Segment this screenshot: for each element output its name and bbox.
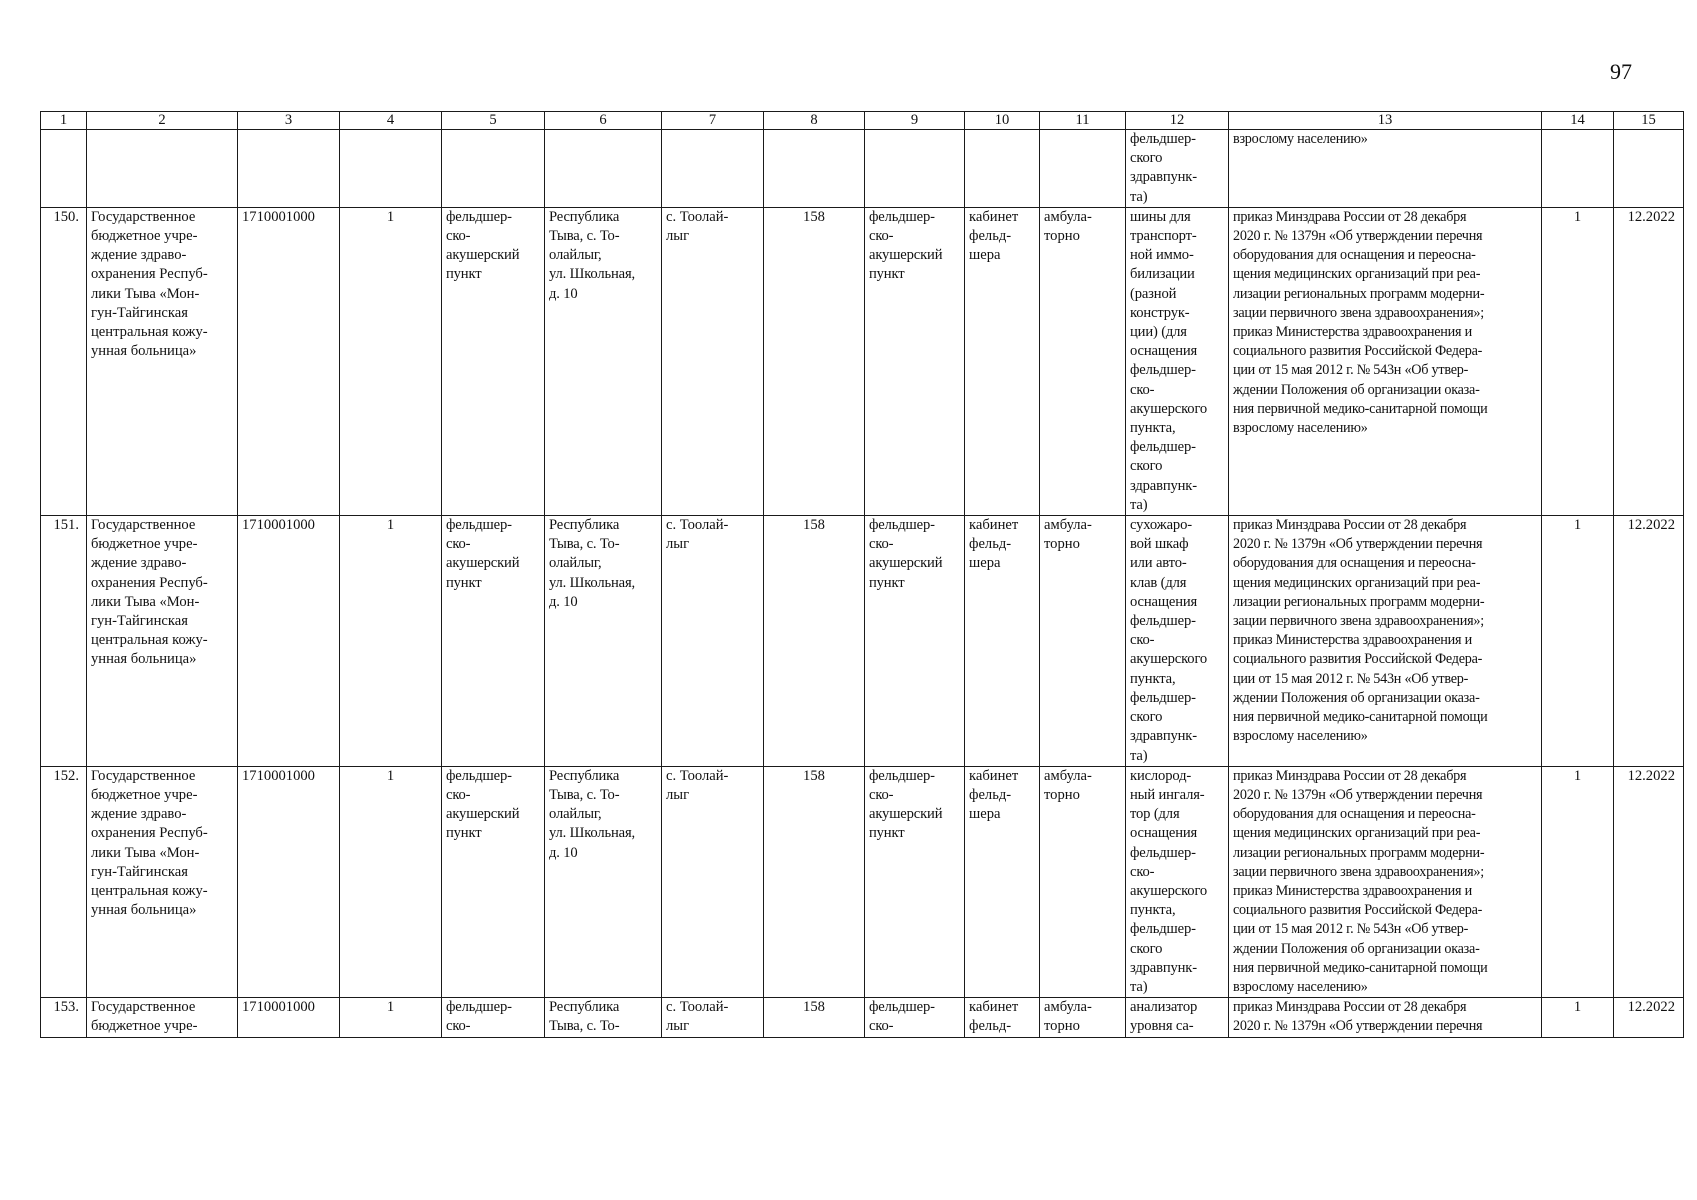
equipment-table [40,111,1684,1038]
column-number: 7 [662,112,764,130]
equipment-name-cell: анализатор уровня са- [1126,998,1229,1037]
empty-cell [1614,130,1684,208]
column-number: 13 [1229,112,1542,130]
population-cell: 158 [764,516,865,767]
deadline-cell: 12.2022 [1614,207,1684,515]
continuation-row [41,130,1684,208]
empty-cell [865,130,965,208]
oktmo-code-cell: 1710001000 [238,207,340,515]
page-number: 97 [1610,59,1632,84]
room-cell: кабинет фельд- шера [965,207,1040,515]
organization-cell: Государственное бюджетное учре- ждение здраво- охранения Респуб- лики Тыва «Мон- гун-Тайгинская центральная кожу- унная больница» [87,516,238,767]
structural-unit-cell: фельдшер- ско- [865,998,965,1037]
table-row [41,998,1684,1037]
column-number: 9 [865,112,965,130]
column-number: 10 [965,112,1040,130]
structural-unit-cell: фельдшер- ско- акушерский пункт [865,766,965,997]
column-number: 2 [87,112,238,130]
room-cell: кабинет фельд- шера [965,766,1040,997]
room-cell: кабинет фельд- шера [965,516,1040,767]
column-number: 5 [442,112,545,130]
population-cell: 158 [764,207,865,515]
column-number: 11 [1040,112,1126,130]
organization-cell: Государственное бюджетное учре- ждение здраво- охранения Респуб- лики Тыва «Мон- гун-Тайгинская центральная кожу- унная больница» [87,207,238,515]
settlement-cell: с. Тоолай- лыг [662,998,764,1037]
count-cell: 1 [1542,207,1614,515]
empty-cell [340,130,442,208]
legal-basis-cell: приказ Минздрава России от 28 декабря 2020 г. № 1379н «Об утверждении перечня [1229,998,1542,1037]
row-number-cell: 153. [41,998,87,1037]
column-number: 3 [238,112,340,130]
structural-unit-cell: фельдшер- ско- акушерский пункт [865,516,965,767]
quantity-cell: 1 [340,207,442,515]
legal-basis-cell: приказ Минздрава России от 28 декабря 2020 г. № 1379н «Об утверждении перечня оборудования для оснащения и переосна- щения медицинских организаций при реа- лизации региональных программ модерни- зации первичного звена здравоохранения»; приказ Министерства здравоохранения и социального развития Российской Федера- ции от 15 мая 2012 г. № 543н «Об утвер- ждении Положения об организации оказа- ния первичной медико-санитарной помощи взрослому населению» [1229,766,1542,997]
population-cell: 158 [764,998,865,1037]
count-cell: 1 [1542,766,1614,997]
address-cell: Республика Тыва, с. То- олайлыг, ул. Школьная, д. 10 [545,516,662,767]
empty-cell [238,130,340,208]
deadline-cell: 12.2022 [1614,516,1684,767]
quantity-cell: 1 [340,998,442,1037]
population-cell: 158 [764,766,865,997]
care-condition-cell: амбула- торно [1040,207,1126,515]
address-cell: Республика Тыва, с. То- [545,998,662,1037]
quantity-cell: 1 [340,766,442,997]
address-cell: Республика Тыва, с. То- олайлыг, ул. Школьная, д. 10 [545,207,662,515]
settlement-cell: с. Тоолай- лыг [662,207,764,515]
legal-basis-cell: приказ Минздрава России от 28 декабря 2020 г. № 1379н «Об утверждении перечня оборудования для оснащения и переосна- щения медицинских организаций при реа- лизации региональных программ модерни- зации первичного звена здравоохранения»; приказ Министерства здравоохранения и социального развития Российской Федера- ции от 15 мая 2012 г. № 543н «Об утвер- ждении Положения об организации оказа- ния первичной медико-санитарной помощи взрослому населению» [1229,207,1542,515]
empty-cell [1542,130,1614,208]
quantity-cell: 1 [340,516,442,767]
structural-unit-cell: фельдшер- ско- акушерский пункт [865,207,965,515]
care-condition-cell: амбула- торно [1040,998,1126,1037]
column-number: 14 [1542,112,1614,130]
legal-basis-cell: приказ Минздрава России от 28 декабря 2020 г. № 1379н «Об утверждении перечня оборудования для оснащения и переосна- щения медицинских организаций при реа- лизации региональных программ модерни- зации первичного звена здравоохранения»; приказ Министерства здравоохранения и социального развития Российской Федера- ции от 15 мая 2012 г. № 543н «Об утвер- ждении Положения об организации оказа- ния первичной медико-санитарной помощи взрослому населению» [1229,516,1542,767]
empty-cell [545,130,662,208]
table-row [41,516,1684,767]
equipment-name-cell: сухожаро- вой шкаф или авто- клав (для оснащения фельдшер- ско- акушерского пункта, фельдшер- ского здравпунк- та) [1126,516,1229,767]
deadline-cell: 12.2022 [1614,766,1684,997]
empty-cell [442,130,545,208]
settlement-cell: с. Тоолай- лыг [662,516,764,767]
care-condition-cell: амбула- торно [1040,766,1126,997]
empty-cell [662,130,764,208]
unit-type-cell: фельдшер- ско- акушерский пункт [442,516,545,767]
room-cell: кабинет фельд- [965,998,1040,1037]
oktmo-code-cell: 1710001000 [238,766,340,997]
address-cell: Республика Тыва, с. То- олайлыг, ул. Школьная, д. 10 [545,766,662,997]
equipment-name-cell: фельдшер- ского здравпунк- та) [1126,130,1229,208]
column-number: 4 [340,112,442,130]
legal-basis-cell: взрослому населению» [1229,130,1542,208]
empty-cell [764,130,865,208]
column-number-row [41,112,1684,130]
care-condition-cell: амбула- торно [1040,516,1126,767]
count-cell: 1 [1542,516,1614,767]
settlement-cell: с. Тоолай- лыг [662,766,764,997]
empty-cell [965,130,1040,208]
empty-cell [41,130,87,208]
column-number: 12 [1126,112,1229,130]
oktmo-code-cell: 1710001000 [238,516,340,767]
deadline-cell: 12.2022 [1614,998,1684,1037]
empty-cell [87,130,238,208]
equipment-name-cell: кислород- ный ингаля- тор (для оснащения фельдшер- ско- акушерского пункта, фельдшер- ского здравпунк- та) [1126,766,1229,997]
table-row [41,207,1684,515]
row-number-cell: 151. [41,516,87,767]
count-cell: 1 [1542,998,1614,1037]
unit-type-cell: фельдшер- ско- акушерский пункт [442,207,545,515]
column-number: 1 [41,112,87,130]
column-number: 15 [1614,112,1684,130]
unit-type-cell: фельдшер- ско- [442,998,545,1037]
empty-cell [1040,130,1126,208]
organization-cell: Государственное бюджетное учре- [87,998,238,1037]
row-number-cell: 152. [41,766,87,997]
equipment-name-cell: шины для транспорт- ной иммо- билизации (разной конструк- ции) (для оснащения фельдшер- ско- акушерского пункта, фельдшер- ского здравпунк- та) [1126,207,1229,515]
table-row [41,766,1684,997]
column-number: 8 [764,112,865,130]
column-number: 6 [545,112,662,130]
unit-type-cell: фельдшер- ско- акушерский пункт [442,766,545,997]
oktmo-code-cell: 1710001000 [238,998,340,1037]
row-number-cell: 150. [41,207,87,515]
organization-cell: Государственное бюджетное учре- ждение здраво- охранения Респуб- лики Тыва «Мон- гун-Тайгинская центральная кожу- унная больница» [87,766,238,997]
